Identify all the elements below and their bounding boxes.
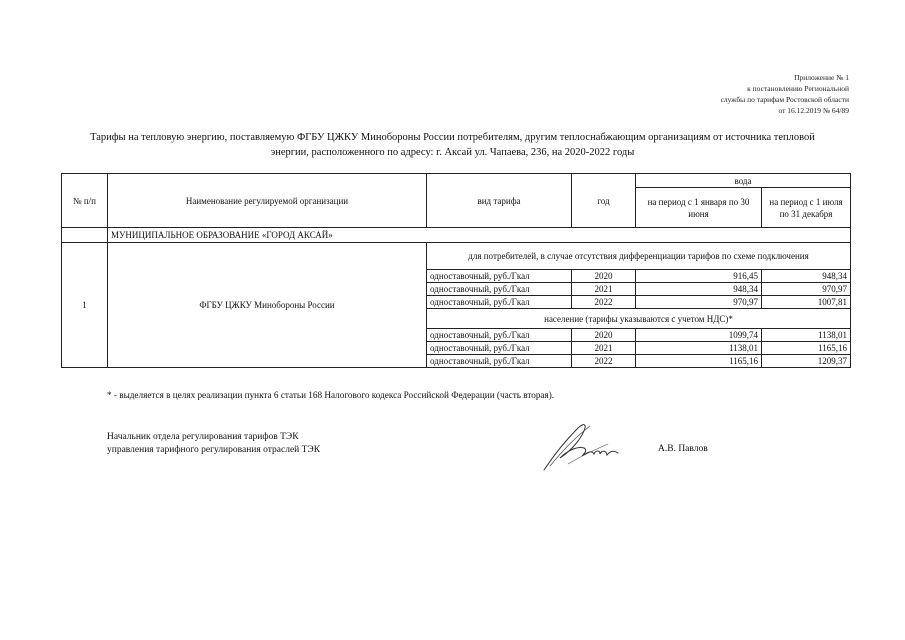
header-type: вид тарифа	[427, 174, 572, 228]
signatory-name: А.В. Павлов	[658, 444, 708, 454]
tariff-value-period-2: 1209,37	[762, 355, 851, 368]
tariff-value-period-1: 1165,16	[636, 355, 762, 368]
organization-name: ФГБУ ЦЖКУ Минобороны России	[108, 243, 427, 368]
appendix-line-2: к постановлению Региональной	[747, 84, 849, 93]
appendix-header	[721, 72, 849, 116]
signatory-position	[107, 431, 320, 457]
section-population: население (тарифы указываются с учетом НДС)*	[427, 309, 851, 329]
appendix-line-4: от 16.12.2019 № 64/89	[778, 106, 849, 115]
tariff-type: одноставочный, руб./Гкал	[427, 355, 572, 368]
tariff-type: одноставочный, руб./Гкал	[427, 283, 572, 296]
tariff-year: 2021	[572, 342, 636, 355]
tariff-year: 2020	[572, 270, 636, 283]
tariff-value-period-1: 1138,01	[636, 342, 762, 355]
tariff-year: 2022	[572, 355, 636, 368]
header-num: № п/п	[62, 174, 108, 228]
signatory-position-line-2: управления тарифного регулирования отраслей ТЭК	[107, 445, 321, 455]
signatory-position-line-1: Начальник отдела регулирования тарифов ТЭК	[107, 432, 299, 442]
tariff-value-period-1: 948,34	[636, 283, 762, 296]
municipality-row: МУНИЦИПАЛЬНОЕ ОБРАЗОВАНИЕ «ГОРОД АКСАЙ»	[108, 228, 851, 243]
tariff-type: одноставочный, руб./Гкал	[427, 270, 572, 283]
tariff-year: 2021	[572, 283, 636, 296]
document-title: Тарифы на тепловую энергию, поставляемую ФГБУ ЦЖКУ Минобороны России потребителям, другим теплоснабжающим организациям от источника тепловой энергии, расположенного по адресу: г. Аксай ул. Чапаева, 236, на 2020-2022 годы	[90, 132, 815, 158]
tariff-value-period-1: 916,45	[636, 270, 762, 283]
tariff-value-period-2: 1165,16	[762, 342, 851, 355]
tariff-value-period-2: 1138,01	[762, 329, 851, 342]
tariff-type: одноставочный, руб./Гкал	[427, 342, 572, 355]
tariff-year: 2020	[572, 329, 636, 342]
header-period-2: на период с 1 июля по 31 декабря	[762, 188, 851, 228]
tariff-year: 2022	[572, 296, 636, 309]
header-year: год	[572, 174, 636, 228]
tariff-value-period-2: 970,97	[762, 283, 851, 296]
appendix-line-1: Приложение № 1	[794, 73, 849, 82]
tariff-type: одноставочный, руб./Гкал	[427, 329, 572, 342]
tariff-value-period-2: 1007,81	[762, 296, 851, 309]
footnote: * - выделяется в целях реализации пункта 6 статьи 168 Налогового кодекса Российской Федерации (часть вторая).	[107, 390, 555, 400]
tariff-table	[61, 173, 851, 368]
tariff-value-period-1: 970,97	[636, 296, 762, 309]
row-number: 1	[62, 243, 108, 368]
section-consumers: для потребителей, в случае отсутствия дифференциации тарифов по схеме подключения	[427, 243, 851, 270]
municipality-empty-cell	[62, 228, 108, 243]
appendix-line-3: службы по тарифам Ростовской области	[720, 95, 849, 104]
handwritten-signature	[538, 420, 628, 474]
tariff-type: одноставочный, руб./Гкал	[427, 296, 572, 309]
header-org: Наименование регулируемой организации	[108, 174, 427, 228]
tariff-value-period-2: 948,34	[762, 270, 851, 283]
tariff-value-period-1: 1099,74	[636, 329, 762, 342]
header-water: вода	[636, 174, 851, 188]
header-period-1: на период с 1 января по 30 июня	[636, 188, 762, 228]
